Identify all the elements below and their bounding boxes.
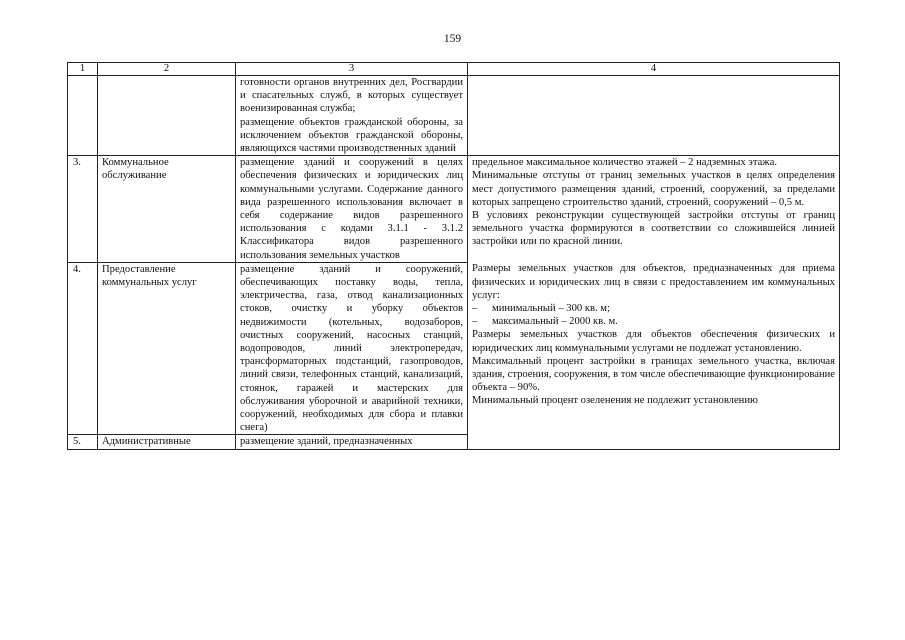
row-number: 4. [68, 262, 98, 435]
header-col-1: 1 [68, 63, 98, 76]
list-item [472, 315, 835, 328]
regulation-table [67, 62, 840, 450]
page-number: 159 [443, 33, 462, 45]
cell-description: размещение зданий и сооружений, обеспечивающих поставку воды, тепла, электричества, газа, отвод канализационных стоков, очистку и уборку объектов недвижимости (котельных, водозаборов, очистных сооружений, насосных станций, водопроводов, линий электропередач, трансформаторных подстанций, газопроводов, линий связи, телефонных станций, канализаций, стоянок, гаражей и мастерских для обслуживания уборочной и аварийной техники, сооружений, необходимых для сбора и плавки снега) [236, 262, 468, 435]
row-number: 3. [68, 156, 98, 263]
header-col-3: 3 [236, 63, 468, 76]
cell-empty [468, 76, 840, 156]
cell-parameters [468, 156, 840, 263]
header-col-2: 2 [98, 63, 236, 76]
list-item-text: максимальный – 2000 кв. м. [492, 316, 618, 328]
table-row-continuation [68, 76, 840, 156]
cell-description [236, 435, 468, 449]
list-item-text: минимальный – 300 кв. м; [492, 302, 610, 314]
parameter-paragraph: Размеры земельных участков для объектов обеспечения физических и юридических лиц коммунальными услугами не подлежат установлению. [472, 329, 835, 354]
row-number: 5. [68, 435, 98, 449]
table-row-3 [68, 156, 840, 263]
cell-empty [68, 76, 98, 156]
table-row-4 [68, 262, 840, 435]
row-name: Предоставление коммунальных услуг [98, 262, 236, 435]
table-header-row [68, 63, 840, 76]
cell-description: размещение зданий и сооружений в целях обеспечения физических и юридических лиц коммунальными услугами. Содержание данного вида разрешенного использования включает в себя содержание видов разрешенного использования с кодами 3.1.1 - 3.1.2 Классификатора видов разрешенного использования земельных участков [236, 156, 468, 263]
header-col-4: 4 [468, 63, 840, 76]
parameter-paragraph: предельное максимальное количество этажей – 2 надземных этажа. [472, 157, 777, 169]
description-paragraph: размещение объектов гражданской обороны, за исключением объектов гражданской обороны, являющихся частями производственных зданий [240, 116, 463, 155]
parameter-paragraph: Минимальный процент озеленения не подлежит установлению [472, 395, 758, 407]
row-name: Административные [98, 435, 236, 449]
cell-empty [98, 76, 236, 156]
row-name: Коммунальное обслуживание [98, 156, 236, 263]
parameter-paragraph: Максимальный процент застройки в границах земельного участка, включая здания, строения, сооружения, в том числе обеспечивающие функционирование объекта – 90%. [472, 355, 835, 394]
description-paragraph: готовности органов внутренних дел, Росгвардии и спасательных служб, в которых существует военизированная служба; [240, 77, 463, 115]
parameter-paragraph: В условиях реконструкции существующей застройки отступы от границ земельного участка формируются в соответствии со сложившейся линией застройки или по красной линии. [472, 210, 835, 248]
list-dash: – [472, 316, 478, 328]
parameter-paragraph: Размеры земельных участков для объектов, предназначенных для приема физических и юридических лиц в связи с предоставлением им коммунальных услуг: [472, 263, 835, 301]
list-item [472, 302, 835, 315]
description-text: размещение зданий, предназначенных [240, 436, 413, 448]
list-dash: – [472, 302, 478, 314]
parameter-paragraph: Минимальные отступы от границ земельных участков в целях определения мест допустимого размещения зданий, строений, сооружений, за пределами которых запрещено строительство зданий, строений, сооружений – 0,5 м. [472, 170, 835, 208]
cell-description [236, 76, 468, 156]
cell-parameters [468, 262, 840, 449]
